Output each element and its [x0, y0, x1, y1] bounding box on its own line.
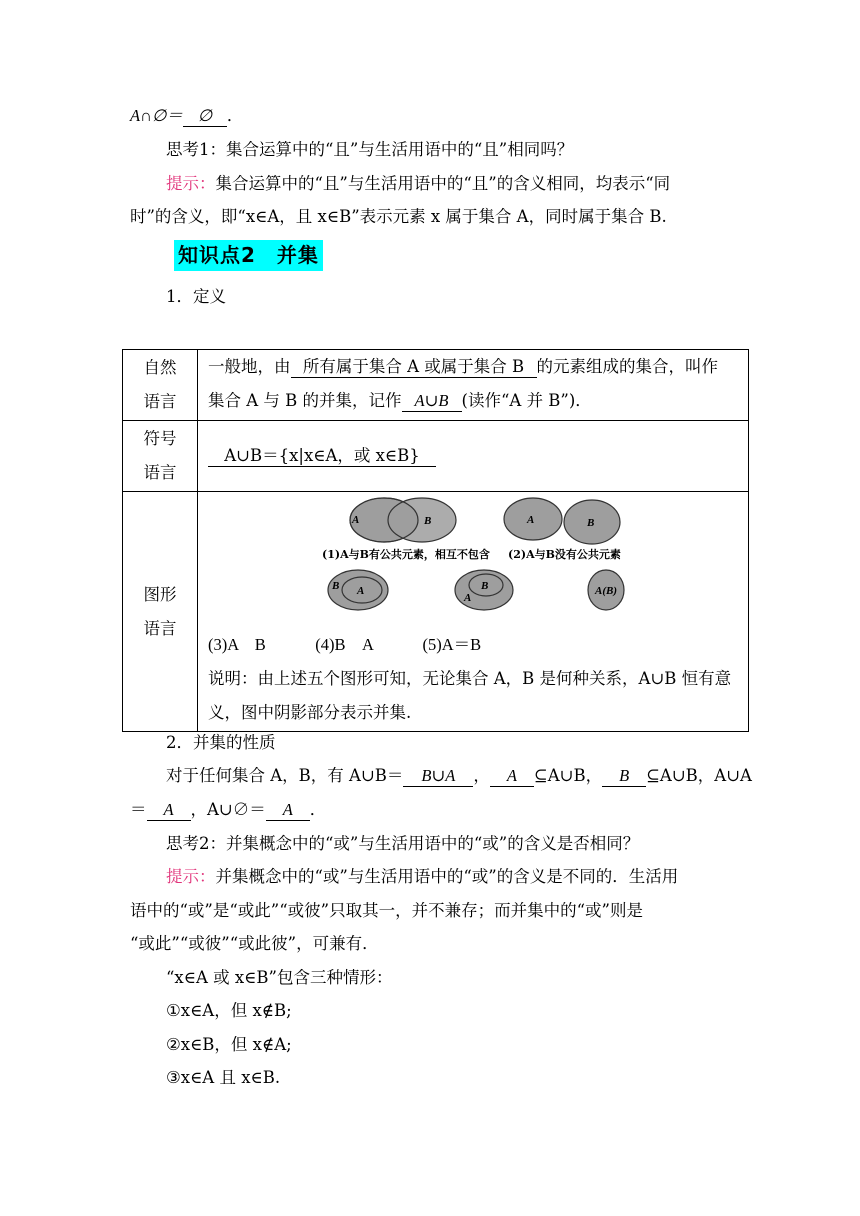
venn-label-b: B — [481, 580, 489, 592]
natural-language-cell: 一般地，由 所有属于集合 A 或属于集合 B 的元素组成的集合，叫作 集合 A 与 B 的并集，记作 A∪B (读作“A 并 B”)． — [198, 350, 749, 421]
table-row — [123, 421, 749, 492]
answer-blank: B∪A — [403, 766, 473, 787]
hint-2-line-3: “或此”“或彼”“或此彼”，可兼有． — [130, 934, 379, 953]
answer-blank: B — [602, 766, 646, 787]
union-cases: (3)A B (4)B A (5)A＝B — [208, 635, 482, 654]
case-1: ①x∈A，但 x∉B; — [166, 1001, 292, 1020]
venn-label-a: A — [357, 585, 365, 597]
hint-label: 提示： — [166, 867, 216, 886]
venn-caption-2: (2)A与B没有公共元素 — [508, 548, 621, 561]
answer-blank: 所有属于集合 A 或属于集合 B — [291, 357, 537, 378]
properties-line-1: 对于任何集合 A，B，有 A∪B＝ B∪A ， A ⊆A∪B， B ⊆A∪B，A∪A — [166, 766, 752, 785]
graphic-language-cell — [198, 492, 749, 732]
cases-intro: “x∈A 或 x∈B”包含三种情形： — [166, 968, 393, 987]
hint-label: 提示： — [166, 174, 216, 193]
intersection-empty-line: A∩∅＝ ∅ ． — [130, 106, 244, 125]
answer-blank: A — [266, 800, 310, 821]
venn-label-a: A — [527, 514, 535, 526]
table-row — [123, 492, 749, 732]
row-label: 图形 语言 — [123, 492, 198, 732]
case-3: ③x∈A 且 x∈B. — [166, 1068, 281, 1087]
think-1: 思考1：集合运算中的“且”与生活用语中的“且”相同吗？ — [166, 140, 574, 159]
venn-label-ab: A(B) — [595, 585, 617, 597]
subsection-properties: 2．并集的性质 — [166, 733, 276, 752]
hint-2-line-2: 语中的“或”是“或此”“或彼”只取其一，并不兼存；而并集中的“或”则是 — [130, 901, 643, 920]
venn-label-b: B — [424, 515, 432, 527]
subsection-definition: 1．定义 — [166, 287, 226, 306]
venn-diagrams — [208, 492, 748, 628]
venn-caption-1: (1)A与B有公共元素，相互不包含 — [322, 548, 490, 561]
think-2: 思考2：并集概念中的“或”与生活用语中的“或”的含义是否相同？ — [166, 834, 640, 853]
venn-label-a: A — [352, 514, 360, 526]
note-line-1: 说明：由上述五个图形可知，无论集合 A，B 是何种关系，A∪B 恒有意 — [208, 669, 732, 688]
note-line-2: 义，图中阴影部分表示并集. — [208, 703, 412, 722]
answer-blank: A∪B — [402, 391, 462, 412]
symbolic-language-cell — [198, 421, 749, 492]
hint-2-line-1: 提示：并集概念中的“或”与生活用语中的“或”的含义是不同的．生活用 — [166, 867, 679, 886]
venn-label-b: B — [587, 517, 595, 529]
definition-table — [122, 349, 749, 732]
venn-label-a: A — [464, 592, 472, 604]
venn-svg — [208, 492, 748, 628]
row-label: 自然 语言 — [123, 350, 198, 421]
properties-line-2: ＝ A ，A∪∅＝ A ． — [130, 800, 327, 819]
case-2: ②x∈B，但 x∉A; — [166, 1035, 292, 1054]
answer-blank: ∅ — [183, 106, 227, 127]
venn-label-b: B — [332, 580, 340, 592]
venn-circle-b — [388, 498, 456, 542]
hint-1-line-1: 提示：集合运算中的“且”与生活用语中的“且”的含义相同，均表示“同 — [166, 174, 671, 193]
table-row — [123, 350, 749, 421]
section-heading: 知识点2 并集 — [174, 240, 323, 271]
answer-blank: A — [490, 766, 534, 787]
answer-blank: A∪B＝{x|x∈A，或 x∈B} — [208, 446, 436, 467]
hint-1-line-2: 时”的含义，即“x∈A，且 x∈B”表示元素 x 属于集合 A，同时属于集合 B. — [130, 207, 667, 226]
answer-blank: A — [147, 800, 191, 821]
row-label: 符号 语言 — [123, 421, 198, 492]
